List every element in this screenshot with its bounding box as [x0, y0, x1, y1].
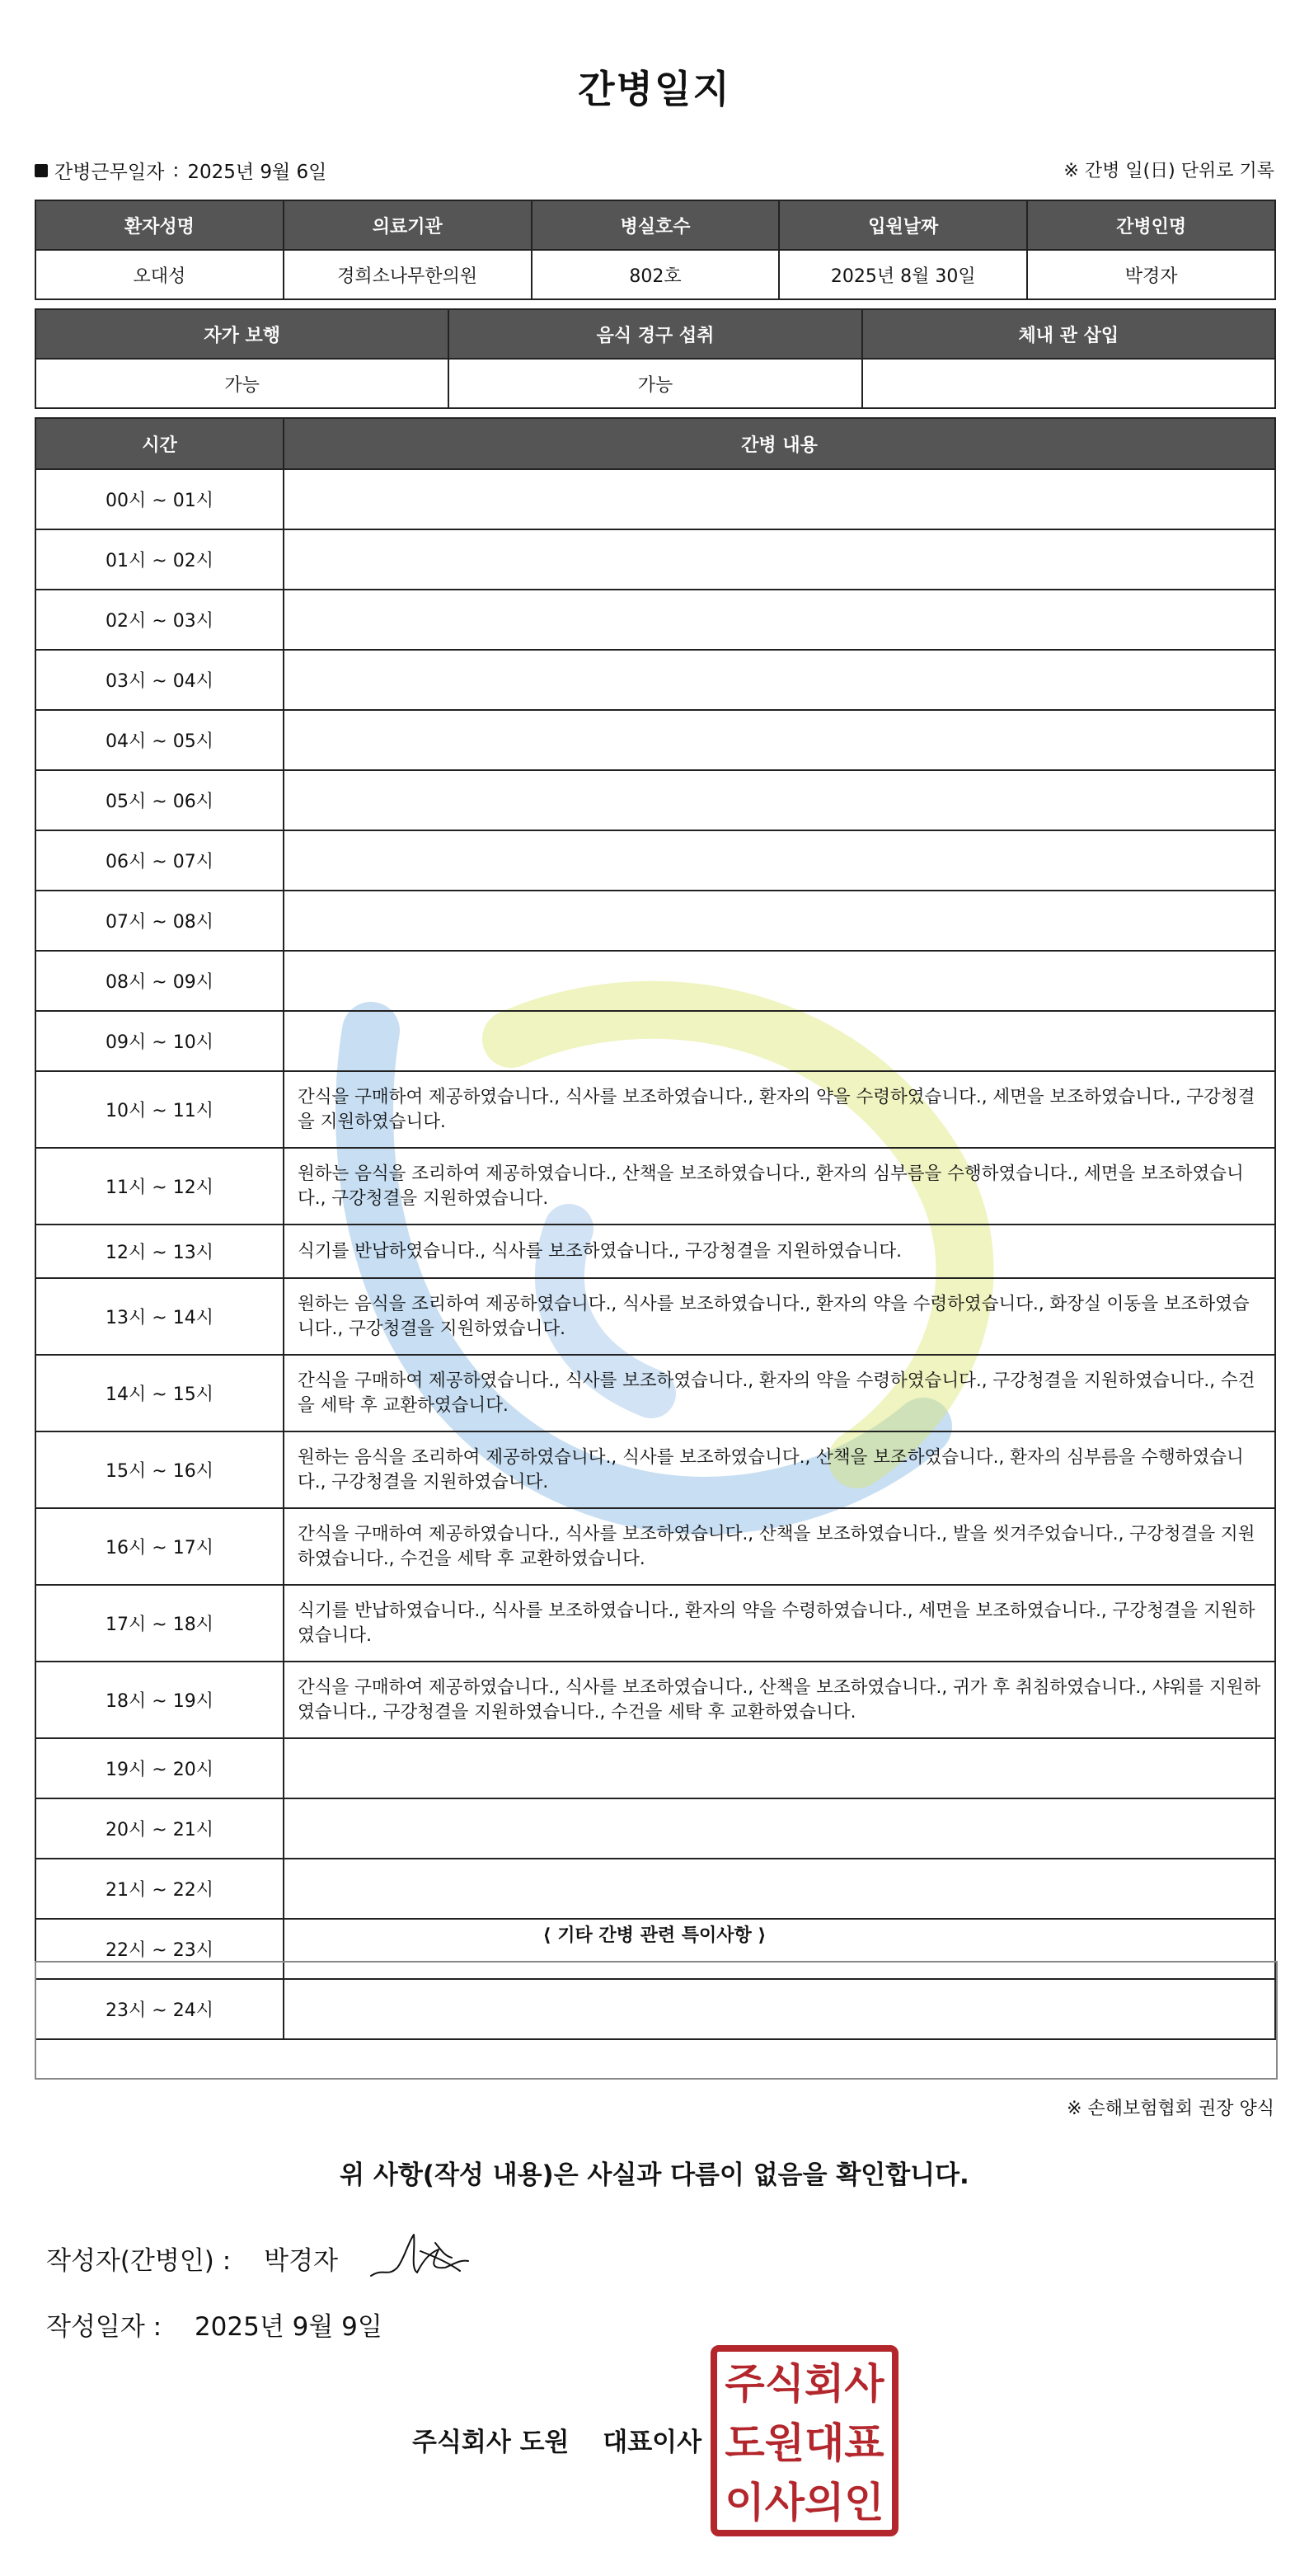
bullet-square-icon — [35, 164, 48, 177]
care-content-cell: 식기를 반납하였습니다., 식사를 보조하였습니다., 구강청결을 지원하였습니다. — [284, 1225, 1275, 1278]
patient-info-table — [35, 200, 1276, 300]
time-cell: 00시 ~ 01시 — [35, 469, 284, 529]
time-cell: 03시 ~ 04시 — [35, 650, 284, 710]
time-cell: 02시 ~ 03시 — [35, 590, 284, 650]
patient-name: 오대성 — [35, 250, 284, 299]
care-content-cell — [284, 1798, 1275, 1859]
care-content-cell — [284, 650, 1275, 710]
handwritten-signature — [363, 2210, 478, 2292]
seal-line-2: 도원대표 — [725, 2419, 884, 2467]
insurance-note: ※ 손해보험협회 권장 양식 — [1067, 2099, 1274, 2119]
caregiver-name: 박경자 — [1027, 250, 1275, 299]
time-cell: 08시 ~ 09시 — [35, 951, 284, 1011]
care-content-cell — [284, 710, 1275, 770]
header-caregiver-name: 간병인명 — [1027, 200, 1275, 250]
company-role: 대표이사 — [603, 2428, 702, 2457]
room-number: 802호 — [532, 250, 780, 299]
table-row — [35, 1859, 1275, 1919]
table-row — [35, 529, 1275, 590]
table-row — [35, 951, 1275, 1011]
company-seal-stamp — [709, 2343, 900, 2538]
tube-insertion-value — [862, 359, 1275, 408]
time-cell: 23시 ~ 24시 — [35, 1979, 284, 2039]
work-date — [35, 157, 326, 184]
writer-label: 작성자(간병인) : — [46, 2246, 232, 2276]
time-cell: 04시 ~ 05시 — [35, 710, 284, 770]
table-row — [35, 1798, 1275, 1859]
table-row — [35, 1585, 1275, 1662]
notes-box — [35, 1961, 1278, 2080]
table-row — [35, 1225, 1275, 1278]
header-oral-intake: 음식 경구 섭취 — [448, 309, 861, 359]
oral-intake-value: 가능 — [448, 359, 861, 408]
time-cell: 18시 ~ 19시 — [35, 1662, 284, 1738]
company-line — [412, 2421, 701, 2458]
care-content-cell — [284, 469, 1275, 529]
header-hospital: 의료기관 — [284, 200, 532, 250]
patient-ability-table — [35, 308, 1276, 409]
table-row — [35, 1431, 1275, 1508]
header-self-walking: 자가 보행 — [35, 309, 448, 359]
table-row — [35, 1355, 1275, 1431]
time-cell: 14시 ~ 15시 — [35, 1355, 284, 1431]
table-row — [35, 650, 1275, 710]
seal-line-1: 주식회사 — [725, 2360, 884, 2408]
confirmation-statement: 위 사항(작성 내용)은 사실과 다름이 없음을 확인합니다. — [340, 2160, 969, 2190]
header-patient-name: 환자성명 — [35, 200, 284, 250]
care-content-cell — [284, 770, 1275, 830]
work-date-separator: : — [172, 159, 180, 181]
header-tube-insertion: 체내 관 삽입 — [862, 309, 1275, 359]
care-content-cell — [284, 590, 1275, 650]
care-content-cell: 간식을 구매하여 제공하였습니다., 식사를 보조하였습니다., 환자의 약을 수령하였습니다., 세면을 보조하였습니다., 구강청결을 지원하였습니다. — [284, 1071, 1275, 1148]
work-date-value: 2025년 9월 6일 — [187, 162, 327, 183]
time-cell: 11시 ~ 12시 — [35, 1148, 284, 1225]
table-row — [35, 1738, 1275, 1798]
seal-line-3: 이사의인 — [725, 2479, 884, 2527]
time-cell: 21시 ~ 22시 — [35, 1859, 284, 1919]
time-cell: 17시 ~ 18시 — [35, 1585, 284, 1662]
table-row — [35, 1071, 1275, 1148]
page-title: 간병일지 — [578, 67, 731, 111]
care-content-cell — [284, 1859, 1275, 1919]
table-row — [35, 710, 1275, 770]
daily-record-note: ※ 간병 일(日) 단위로 기록 — [1063, 161, 1274, 181]
care-content-cell: 식기를 반납하였습니다., 식사를 보조하였습니다., 환자의 약을 수령하였습니다., 세면을 보조하였습니다., 구강청결을 지원하였습니다. — [284, 1585, 1275, 1662]
time-cell: 06시 ~ 07시 — [35, 830, 284, 891]
written-date-value: 2025년 9월 9일 — [194, 2312, 382, 2342]
time-cell: 20시 ~ 21시 — [35, 1798, 284, 1859]
header-admission-date: 입원날짜 — [779, 200, 1027, 250]
table-row — [35, 770, 1275, 830]
care-content-cell: 간식을 구매하여 제공하였습니다., 식사를 보조하였습니다., 환자의 약을 수령하였습니다., 구강청결을 지원하였습니다., 수건을 세탁 후 교환하였습니다. — [284, 1355, 1275, 1431]
time-cell: 19시 ~ 20시 — [35, 1738, 284, 1798]
care-content-cell: 원하는 음식을 조리하여 제공하였습니다., 식사를 보조하였습니다., 산책을 보조하였습니다., 환자의 심부름을 수행하였습니다., 구강청결을 지원하였습니다. — [284, 1431, 1275, 1508]
written-date-line — [46, 2306, 382, 2343]
table-row — [35, 590, 1275, 650]
notes-title: ⟨ 기타 간병 관련 특이사항 ⟩ — [542, 1925, 767, 1946]
care-content-cell: 원하는 음식을 조리하여 제공하였습니다., 식사를 보조하였습니다., 환자의 약을 수령하였습니다., 화장실 이동을 보조하였습니다., 구강청결을 지원하였습니다. — [284, 1278, 1275, 1355]
table-row — [35, 1508, 1275, 1585]
time-cell: 22시 ~ 23시 — [35, 1919, 284, 1979]
table-row — [35, 1148, 1275, 1225]
header-time: 시간 — [35, 418, 284, 469]
time-cell: 12시 ~ 13시 — [35, 1225, 284, 1278]
time-cell: 05시 ~ 06시 — [35, 770, 284, 830]
care-content-cell: 간식을 구매하여 제공하였습니다., 식사를 보조하였습니다., 산책을 보조하였습니다., 발을 씻겨주었습니다., 구강청결을 지원하였습니다., 수건을 세탁 후 교환하였습니다. — [284, 1508, 1275, 1585]
header-room: 병실호수 — [532, 200, 780, 250]
company-name: 주식회사 도원 — [412, 2428, 570, 2457]
table-row — [35, 1011, 1275, 1071]
table-row — [35, 469, 1275, 529]
care-content-cell: 간식을 구매하여 제공하였습니다., 식사를 보조하였습니다., 산책을 보조하였습니다., 귀가 후 취침하였습니다., 샤워를 지원하였습니다., 구강청결을 지원하였습니다., 수건을 세탁 후 교환하였습니다. — [284, 1662, 1275, 1738]
written-date-label: 작성일자 : — [46, 2312, 162, 2342]
table-row — [35, 891, 1275, 951]
time-cell: 13시 ~ 14시 — [35, 1278, 284, 1355]
self-walking-value: 가능 — [35, 359, 448, 408]
time-cell: 16시 ~ 17시 — [35, 1508, 284, 1585]
header-care-content: 간병 내용 — [284, 418, 1275, 469]
admission-date: 2025년 8월 30일 — [779, 250, 1027, 299]
time-cell: 07시 ~ 08시 — [35, 891, 284, 951]
time-cell: 01시 ~ 02시 — [35, 529, 284, 590]
care-content-cell — [284, 891, 1275, 951]
table-row — [35, 1278, 1275, 1355]
time-cell: 09시 ~ 10시 — [35, 1011, 284, 1071]
table-row — [35, 830, 1275, 891]
hospital-name: 경희소나무한의원 — [284, 250, 532, 299]
care-content-cell: 원하는 음식을 조리하여 제공하였습니다., 산책을 보조하였습니다., 환자의 심부름을 수행하였습니다., 세면을 보조하였습니다., 구강청결을 지원하였습니다. — [284, 1148, 1275, 1225]
care-content-cell — [284, 830, 1275, 891]
time-cell: 15시 ~ 16시 — [35, 1431, 284, 1508]
care-content-cell — [284, 951, 1275, 1011]
writer-line — [46, 2240, 338, 2277]
work-date-label: 간병근무일자 — [54, 162, 165, 183]
care-content-cell — [284, 529, 1275, 590]
time-cell: 10시 ~ 11시 — [35, 1071, 284, 1148]
care-content-cell — [284, 1738, 1275, 1798]
care-content-cell — [284, 1011, 1275, 1071]
care-log-table — [35, 417, 1276, 2040]
writer-name: 박경자 — [264, 2246, 339, 2276]
table-row — [35, 1662, 1275, 1738]
